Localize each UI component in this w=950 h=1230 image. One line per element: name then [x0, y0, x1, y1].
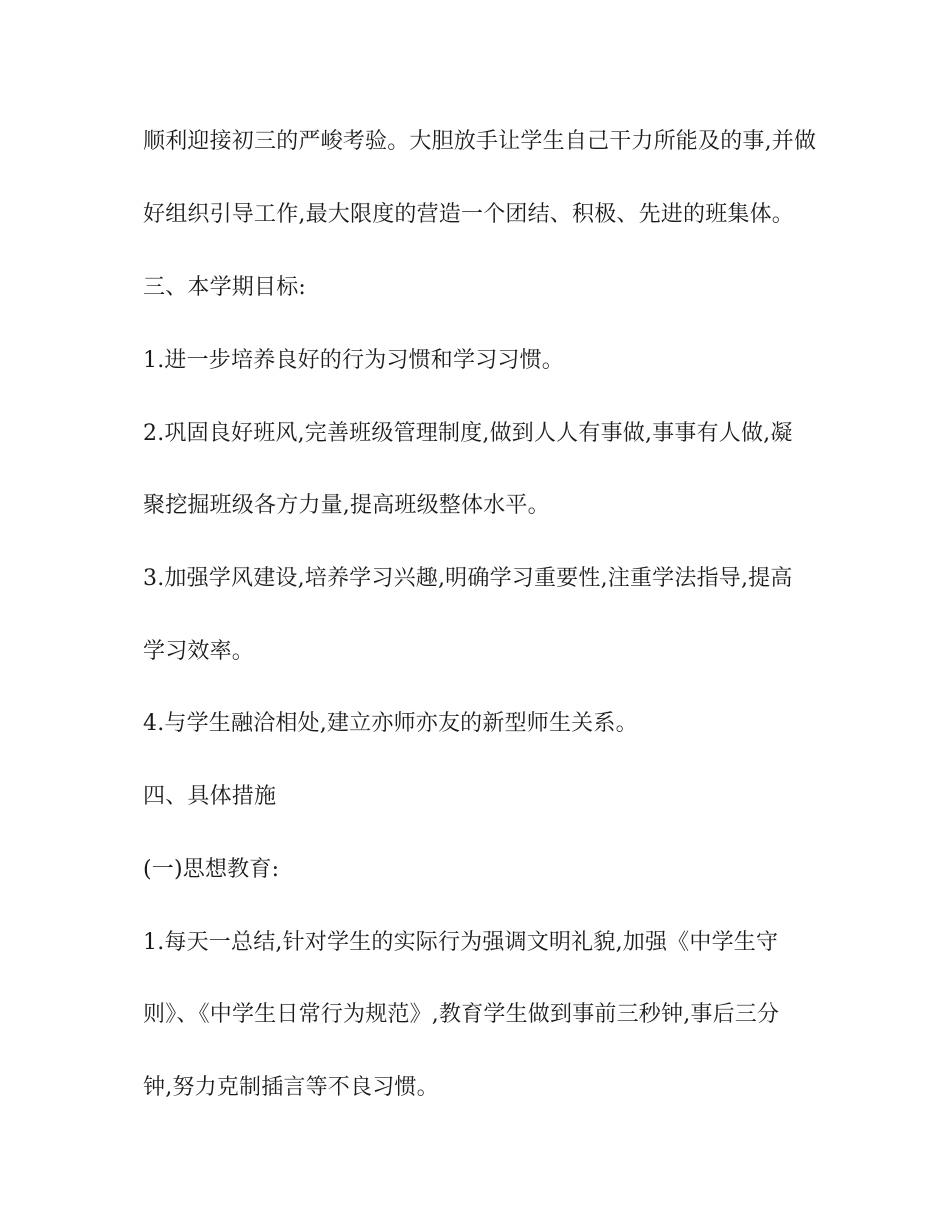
- list-item: 1.每天一总结,针对学生的实际行为强调文明礼貌,加强《中学生守: [143, 930, 779, 955]
- list-item-continuation: 学习效率。: [143, 639, 255, 664]
- list-item-continuation: 钟,努力克制插言等不良习惯。: [143, 1075, 439, 1100]
- list-item: 2.巩固良好班风,完善班级管理制度,做到人人有事做,事事有人做,凝: [143, 421, 793, 446]
- list-item: 4.与学生融洽相处,建立亦师亦友的新型师生关系。: [143, 711, 638, 736]
- list-item-continuation: 则》、《中学生日常行为规范》,教育学生做到事前三秒钟,事后三分: [143, 1002, 780, 1027]
- body-text-line: 好组织引导工作,最大限度的营造一个团结、积极、先进的班集体。: [143, 202, 794, 227]
- list-item: 1.进一步培养良好的行为习惯和学习习惯。: [143, 348, 564, 373]
- section-heading: 四、具体措施: [143, 784, 277, 809]
- list-item: 3.加强学风建设,培养学习兴趣,明确学习重要性,注重学法指导,提高: [143, 566, 793, 591]
- subsection-heading: (一)思想教育:: [143, 857, 280, 882]
- body-text-line: 顺利迎接初三的严峻考验。大胆放手让学生自己干力所能及的事,并做: [143, 129, 817, 154]
- list-item-continuation: 聚挖掘班级各方力量,提高班级整体水平。: [143, 493, 550, 518]
- section-heading: 三、本学期目标:: [143, 275, 307, 300]
